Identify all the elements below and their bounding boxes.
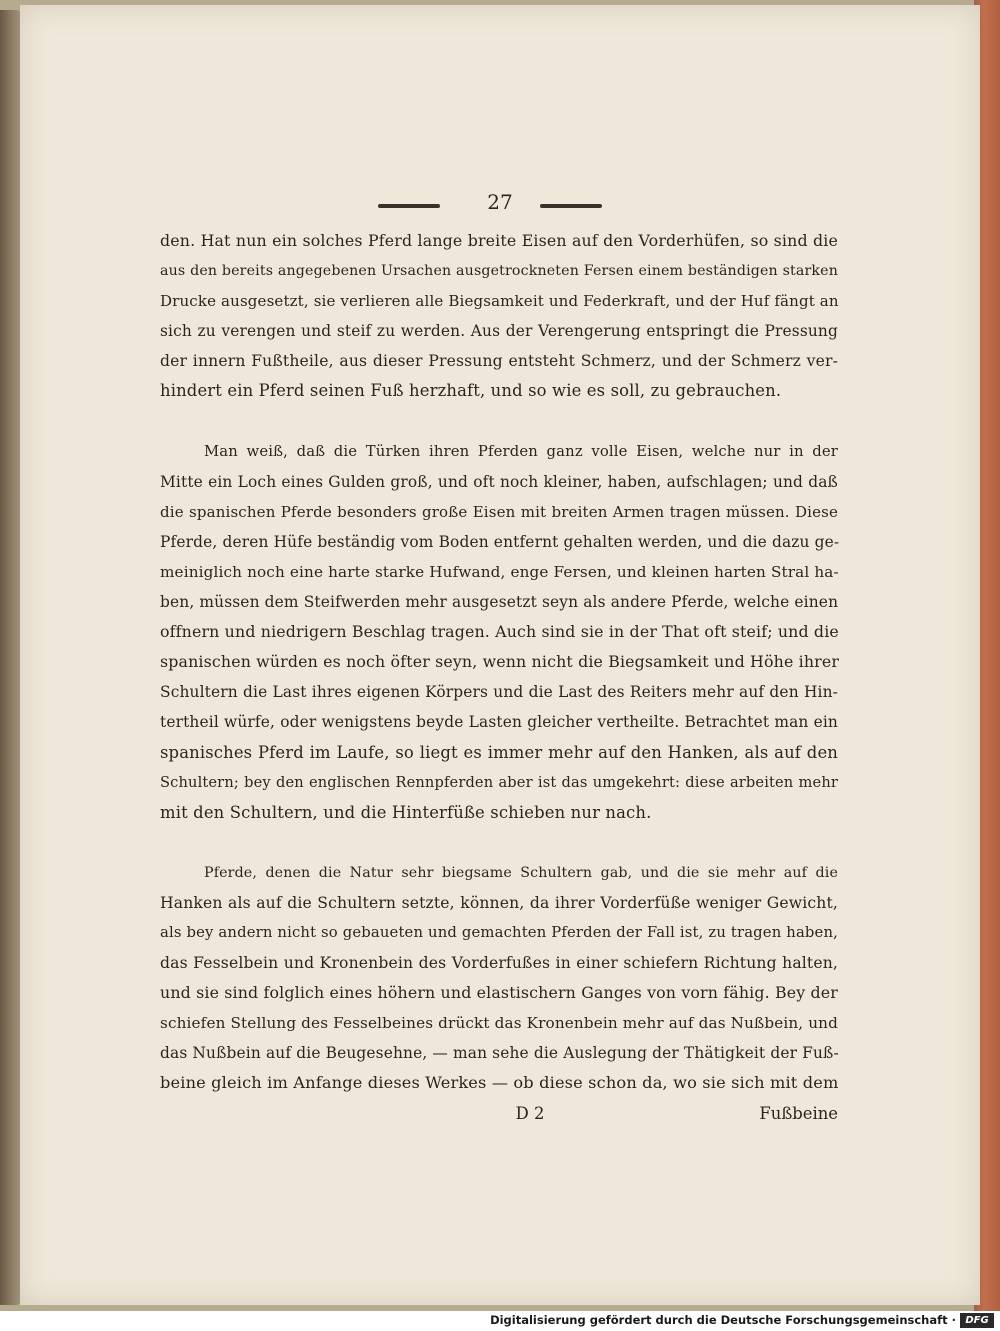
text-line: beine gleich im Anfange dieses Werkes — ob diese schon da, wo sie sich mit dem [160, 1073, 839, 1093]
text-line: der innern Fußtheile, aus dieser Pressung entsteht Schmerz, und der Schmerz ver- [160, 352, 838, 371]
text-line: tertheil würfe, oder wenigstens beyde Lasten gleicher vertheilte. Betrachtet man ein [160, 713, 838, 732]
paragraph-1 [160, 226, 838, 407]
text-line: mit den Schultern, und die Hinterfüße schieben nur nach. [160, 802, 652, 822]
text-line: Pferde, denen die Natur sehr biegsame Schultern gab, und die sie mehr auf die [204, 864, 838, 881]
text-line: Schultern; bey den englischen Rennpferden aber ist das umgekehrt: diese arbeiten mehr [160, 773, 838, 791]
text-line: als bey andern nicht so gebaueten und gemachten Pferden der Fall ist, zu tragen haben, [160, 923, 838, 941]
text-line: den. Hat nun ein solches Pferd lange breite Eisen auf den Vorderhüfen, so sind die [160, 231, 838, 250]
text-line: spanisches Pferd im Laufe, so liegt es immer mehr auf den Hanken, als auf den [160, 742, 838, 762]
text-line: offnern und niedrigern Beschlag tragen. Auch sind sie in der That oft steif; und die [160, 622, 839, 642]
header-rule-right [540, 204, 602, 208]
catchword: Fußbeine [759, 1104, 838, 1123]
text-line: die spanischen Pferde besonders große Eisen mit breiten Armen tragen müssen. Diese [160, 502, 838, 521]
paragraph-gap [160, 828, 838, 858]
page-number: 27 [487, 190, 513, 214]
text-line: hindert ein Pferd seinen Fuß herzhaft, und so wie es soll, zu gebrauchen. [160, 381, 782, 401]
text-line: Mitte ein Loch eines Gulden groß, und oft noch kleiner, haben, aufschlagen; und daß [160, 472, 838, 491]
dfg-logo-icon: DFG [960, 1313, 994, 1328]
text-line: meiniglich noch eine harte starke Hufwand, enge Fersen, und kleinen harten Stral ha- [160, 562, 839, 581]
text-line: Pferde, deren Hüfe beständig vom Boden entfernt gehalten werden, und die dazu ge- [160, 532, 840, 551]
page-header [0, 190, 1000, 220]
text-line: Man weiß, daß die Türken ihren Pferden ganz volle Eisen, welche nur in der [204, 442, 838, 460]
text-line: ben, müssen dem Steifwerden mehr ausgesetzt seyn als andere Pferde, welche einen [160, 593, 839, 612]
paragraph-3 [160, 858, 838, 1099]
text-line: Drucke ausgesetzt, sie verlieren alle Biegsamkeit und Federkraft, und der Huf fängt an [160, 292, 839, 311]
text-line: spanischen würden es noch öfter seyn, wenn nicht die Biegsamkeit und Höhe ihrer [160, 652, 840, 672]
text-line: das Nußbein auf die Beugesehne, — man sehe die Auslegung der Thätigkeit der Fuß- [160, 1044, 839, 1063]
paragraph-2 [160, 437, 838, 828]
text-line: und sie sind folglich eines höhern und elastischern Ganges von vorn fähig. Bey der [160, 983, 838, 1003]
paragraph-gap [160, 407, 838, 437]
text-line: sich zu verengen und steif zu werden. Aus der Verengerung entspringt die Pressung [160, 322, 838, 341]
credit-text: Digitalisierung gefördert durch die Deutsche Forschungsgemeinschaft · [490, 1313, 956, 1327]
text-line: schiefen Stellung des Fesselbeines drückt das Kronenbein mehr auf das Nußbein, und [160, 1014, 838, 1033]
signature-mark: D 2 [515, 1104, 545, 1123]
page-footer [160, 1104, 838, 1134]
credit-bar [0, 1311, 1000, 1331]
text-line: das Fesselbein und Kronenbein des Vorderfußes in einer schiefern Richtung halten, [160, 954, 838, 973]
text-line: Hanken als auf die Schultern setzte, können, da ihrer Vorderfüße weniger Gewicht, [160, 893, 838, 912]
text-line: Schultern die Last ihres eigenen Körpers und die Last des Reiters mehr auf den Hin- [160, 683, 838, 702]
body-text [160, 226, 838, 1099]
text-line: aus den bereits angegebenen Ursachen ausgetrockneten Fersen einem beständigen starken [160, 263, 838, 280]
